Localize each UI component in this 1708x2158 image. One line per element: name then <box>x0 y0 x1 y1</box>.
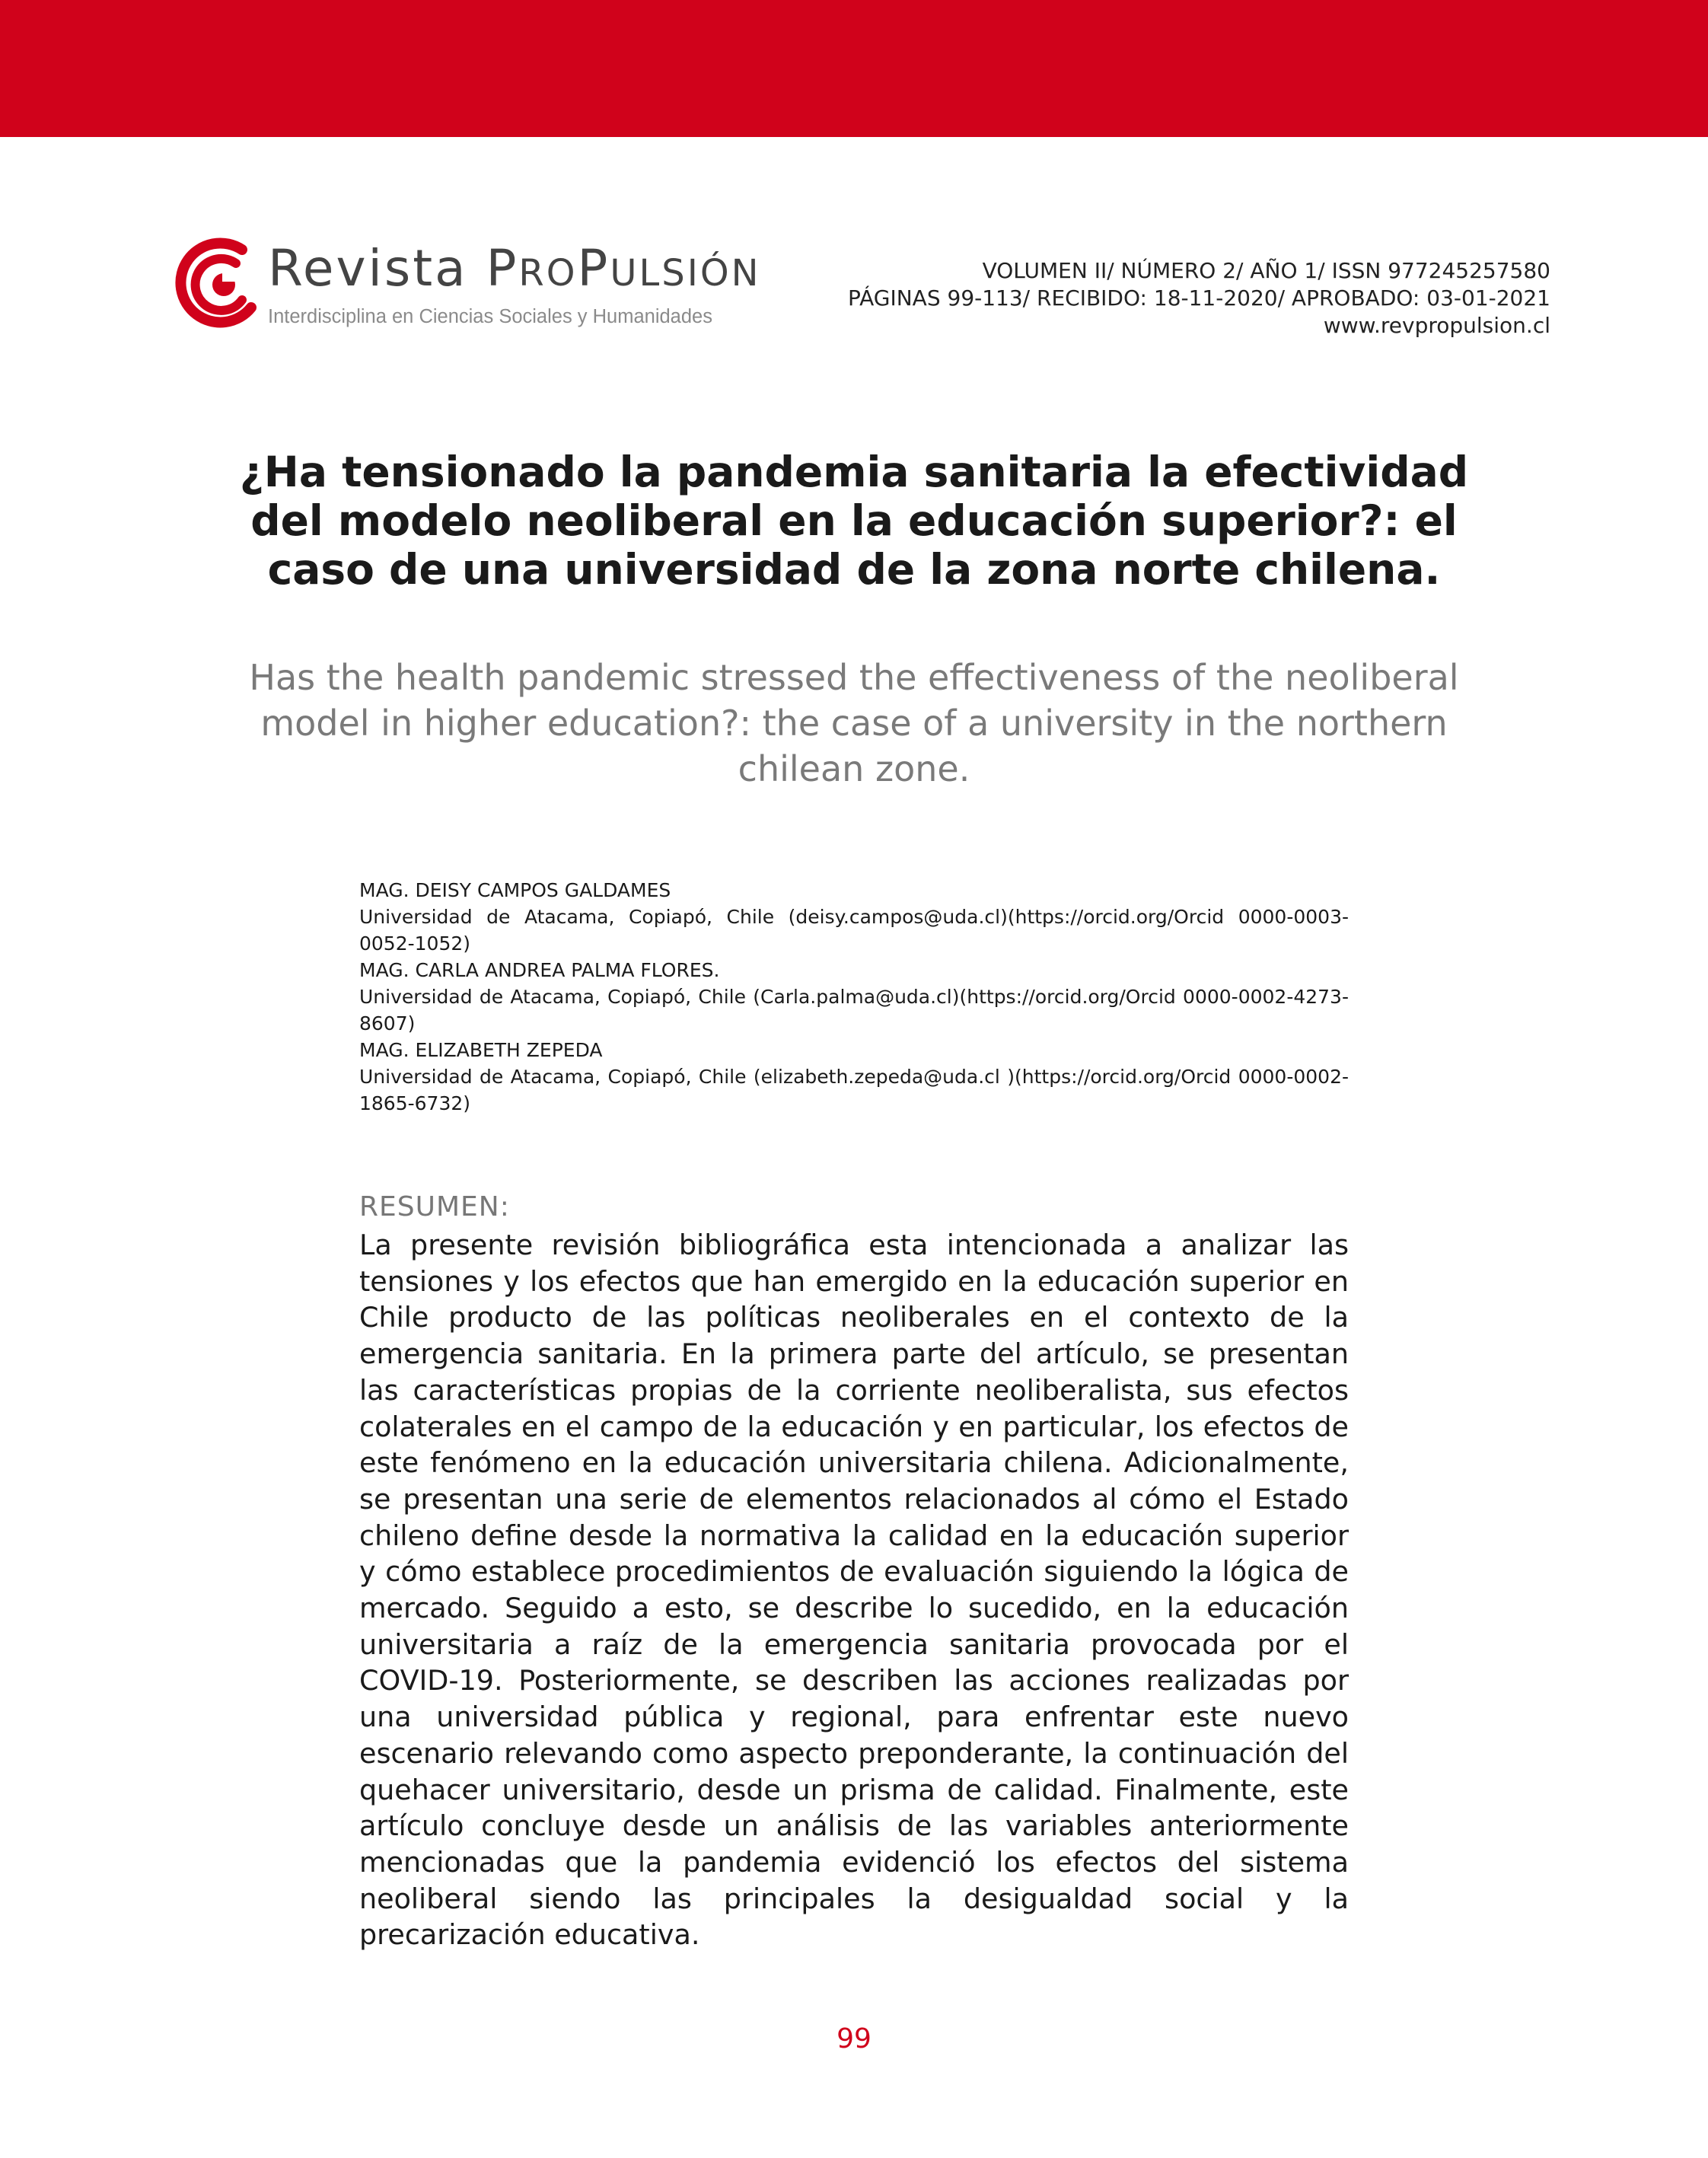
journal-name-p4: ULSIÓN <box>610 252 761 295</box>
author-name: MAG. CARLA ANDREA PALMA FLORES. <box>359 959 720 981</box>
article-meta <box>848 257 1550 339</box>
page-number: 99 <box>836 2023 872 2054</box>
abstract-heading: RESUMEN: <box>359 1191 510 1222</box>
header-band <box>0 0 1708 137</box>
journal-name-p3: P <box>577 239 610 298</box>
author-entry <box>359 1037 1349 1117</box>
author-affiliation: Universidad de Atacama, Copiapó, Chile (deisy.campos@uda.cl)(https://orcid.org/Orcid 0000-0003-0052-1052) <box>359 906 1349 955</box>
journal-name <box>268 239 761 298</box>
author-name: MAG. ELIZABETH ZEPEDA <box>359 1039 603 1061</box>
author-name: MAG. DEISY CAMPOS GALDAMES <box>359 879 671 901</box>
author-list <box>359 877 1349 1117</box>
author-affiliation: Universidad de Atacama, Copiapó, Chile (elizabeth.zepeda@uda.cl )(https://orcid.org/Orcid 0000-0002-1865-6732) <box>359 1066 1349 1114</box>
journal-name-p1: P <box>486 239 519 298</box>
article-title-english: Has the health pandemic stressed the effectiveness of the neoliberal model in higher education?: the case of a university in the northern chilean zone. <box>249 657 1459 789</box>
meta-volume-line: VOLUMEN II/ NÚMERO 2/ AÑO 1/ ISSN 977245257580 <box>982 258 1550 283</box>
journal-subtitle: Interdisciplina en Ciencias Sociales y Humanidades <box>268 306 712 327</box>
meta-website-link[interactable]: www.revpropulsion.cl <box>1323 313 1550 338</box>
journal-name-revista: Revista <box>268 239 468 298</box>
journal-name-p2: RO <box>518 252 578 295</box>
author-entry <box>359 957 1349 1037</box>
propulsion-logo-icon <box>172 237 265 329</box>
journal-logo <box>172 236 766 335</box>
abstract-body: La presente revisión bibliográfica esta intencionada a analizar las tensiones y los efectos que han emergido en la educación superior en Chile producto de las políticas neoliberales en el contexto de la emergencia sanitaria. En la primera parte del artículo, se presentan las características propias de la corriente neoliberalista, sus efectos colaterales en el campo de la educación y en particular, los efectos de este fenómeno en la educación universitaria chilena. Adicionalmente, se presentan una serie de elementos relacionados al cómo el Estado chileno define desde la normativa la calidad en la educación superior y cómo establece procedimientos de evaluación siguiendo la lógica de mercado. Seguido a esto, se describe lo sucedido, en la educación universitaria a raíz de la emergencia sanitaria provocada por el COVID-19. Posteriormente, se describen las acciones realizadas por una universidad pública y regional, para enfrentar este nuevo escenario relevando como aspecto preponderante, la continuación del quehacer universitario, desde un prisma de calidad. Finalmente, este artículo concluye desde un análisis de las variables anteriormente mencionadas que la pandemia evidenció los efectos del sistema neoliberal siendo las principales la desigualdad social y la precarización educativa. <box>359 1229 1349 1952</box>
author-affiliation: Universidad de Atacama, Copiapó, Chile (Carla.palma@uda.cl)(https://orcid.org/Orcid 0000-0002-4273-8607) <box>359 986 1349 1034</box>
article-title-spanish: ¿Ha tensionado la pandemia sanitaria la efectividad del modelo neoliberal en la educación superior?: el caso de una universidad de la zona norte chilena. <box>239 448 1469 594</box>
meta-pages-line: PÁGINAS 99-113/ RECIBIDO: 18-11-2020/ APROBADO: 03-01-2021 <box>848 285 1550 311</box>
author-entry <box>359 877 1349 957</box>
